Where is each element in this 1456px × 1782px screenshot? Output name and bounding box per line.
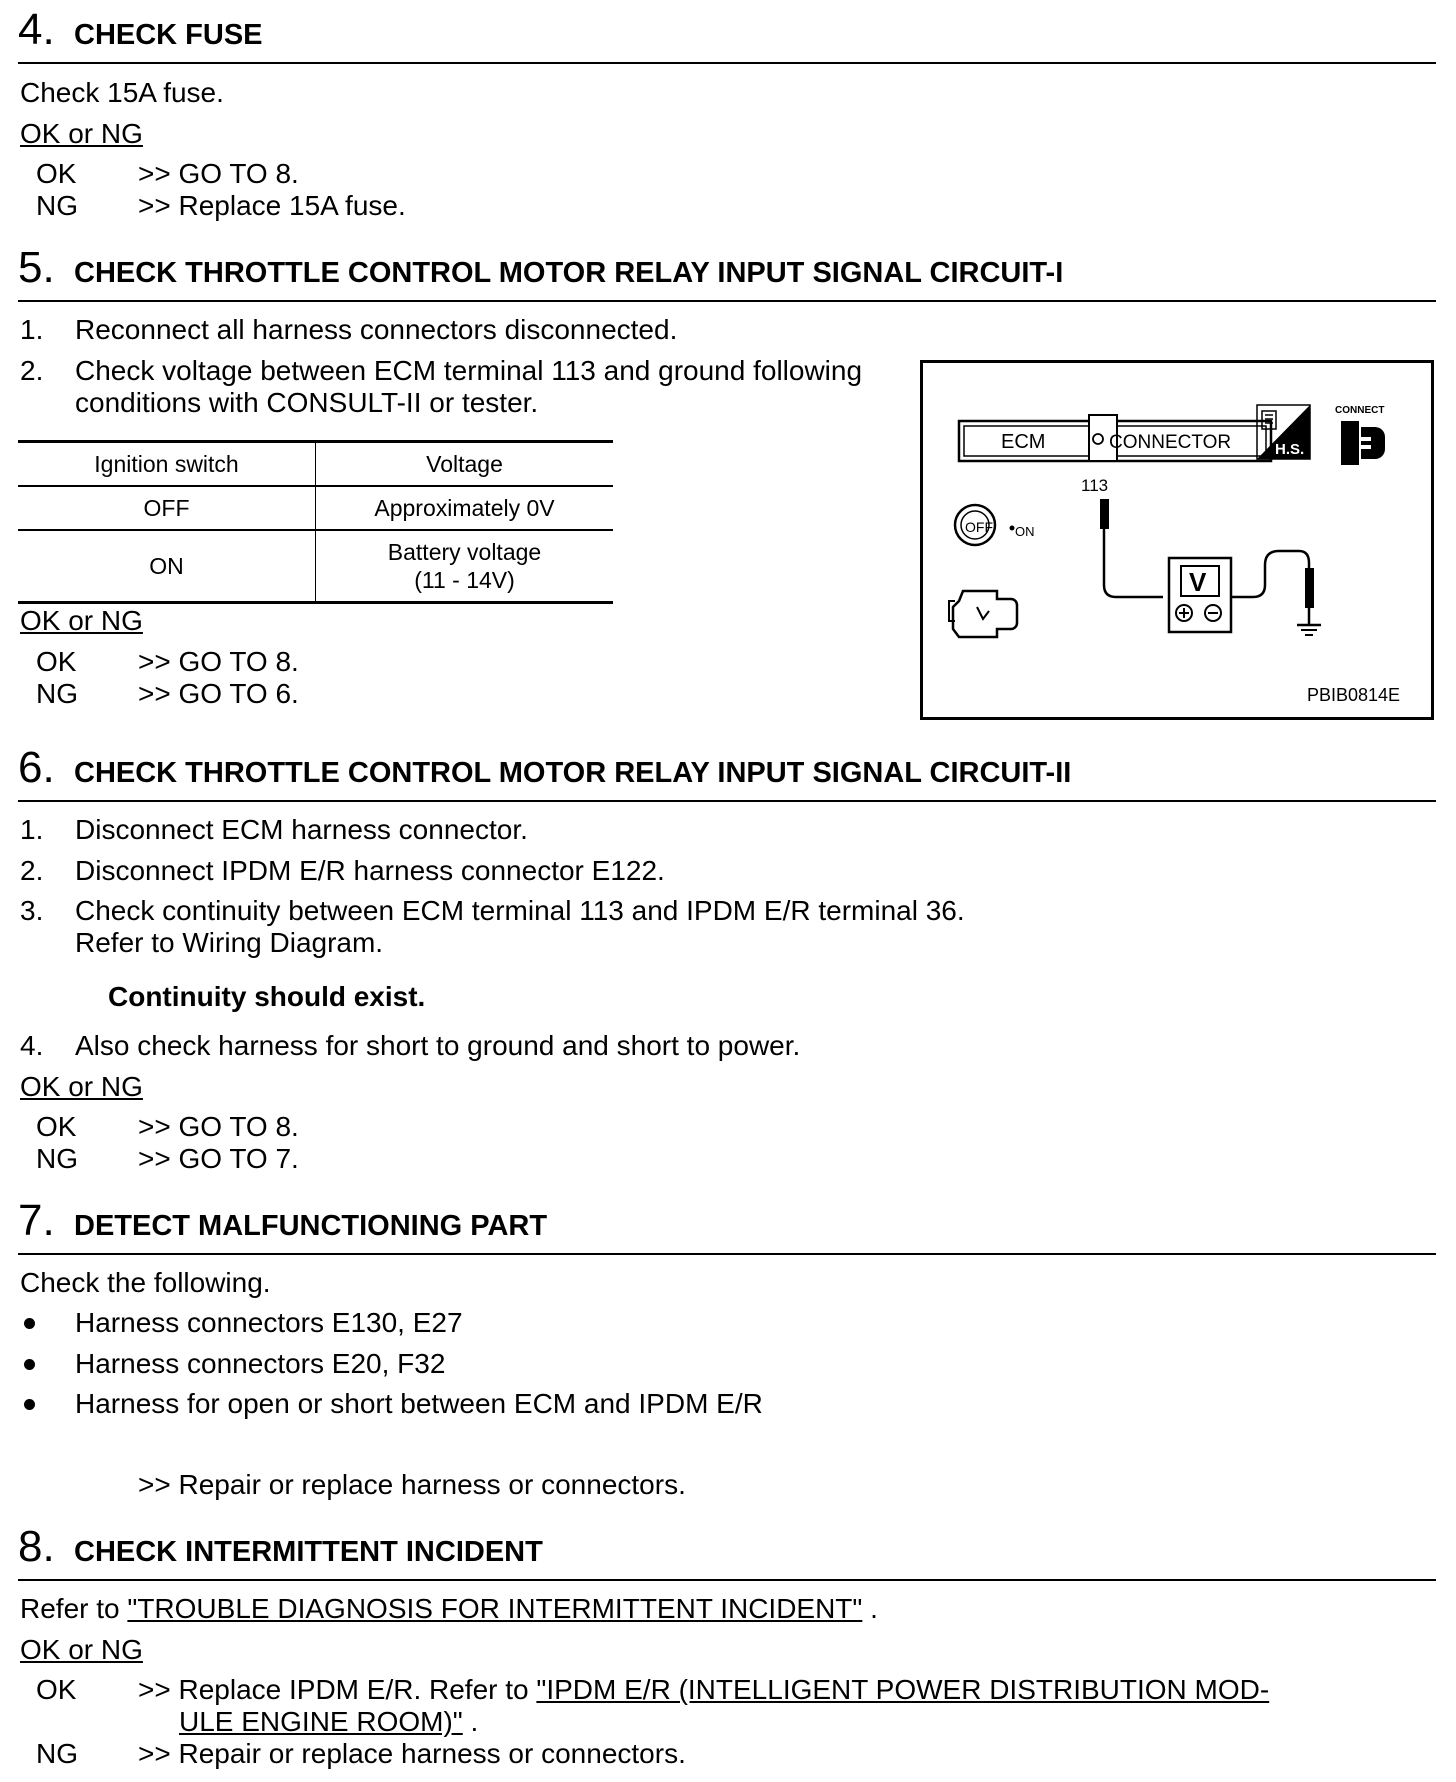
section-4-result-label: OK or NG <box>20 118 143 149</box>
section-7-number: 7. <box>18 1196 55 1245</box>
hs-label: H.S. <box>1275 441 1305 458</box>
hand-shield-icon <box>1257 405 1310 459</box>
table-header-ignition-switch: Ignition switch <box>18 442 316 487</box>
section-6-result-label: OK or NG <box>20 1071 143 1102</box>
table-header-voltage: Voltage <box>316 442 614 487</box>
voltage-check-diagram <box>920 360 1434 720</box>
section-8-number: 8. <box>18 1522 55 1571</box>
section-7-header <box>18 1191 1436 1255</box>
section-8-ng-label: NG <box>36 1738 78 1769</box>
bullet-icon <box>24 1359 35 1370</box>
section-6-ok-label: OK <box>36 1111 77 1142</box>
section-4-header <box>18 0 1436 64</box>
section-4-ok-label: OK <box>36 158 77 189</box>
section-5-step-2-line-1: Check voltage between ECM terminal 113 and ground following <box>75 355 863 386</box>
table-row <box>18 486 613 530</box>
section-8-ok-prefix: >> Replace IPDM E/R. Refer to <box>138 1674 537 1705</box>
table-header-row <box>18 442 613 487</box>
section-5-ok-label: OK <box>36 646 77 677</box>
connect-label: CONNECT <box>1335 405 1385 416</box>
section-4-number: 4. <box>18 5 55 54</box>
circuit-diagram-svg <box>923 363 1431 717</box>
section-5-step-1-num: 1. <box>20 314 44 345</box>
voltmeter-label: V <box>1189 567 1207 597</box>
table-cell-voltage-off: Approximately 0V <box>316 486 614 530</box>
section-8-header <box>18 1517 1436 1581</box>
section-6-step-3-line-1: Check continuity between ECM terminal 113 and IPDM E/R terminal 36. <box>75 895 965 926</box>
section-6-step-2-text: Disconnect IPDM E/R harness connector E122. <box>75 855 665 886</box>
ignition-switch-icon <box>955 505 1035 545</box>
bullet-icon <box>24 1318 35 1329</box>
bullet-icon <box>24 1399 35 1410</box>
section-6-step-4-text: Also check harness for short to ground and short to power. <box>75 1030 801 1061</box>
voltage-spec-table <box>18 440 613 604</box>
section-4-intro: Check 15A fuse. <box>20 77 224 108</box>
section-6-step-2-num: 2. <box>20 855 44 886</box>
section-6-ok-text: >> GO TO 8. <box>138 1111 299 1142</box>
voltmeter-icon <box>1169 558 1231 632</box>
trouble-diagnosis-link[interactable]: "TROUBLE DIAGNOSIS FOR INTERMITTENT INCIDENT" <box>127 1593 863 1624</box>
section-8-ok-line-1 <box>138 1674 1269 1706</box>
section-5-header <box>18 238 1436 302</box>
section-6-title: CHECK THROTTLE CONTROL MOTOR RELAY INPUT SIGNAL CIRCUIT-II <box>74 757 1072 789</box>
section-5-step-1-text: Reconnect all harness connectors disconnected. <box>75 314 678 345</box>
table-cell-voltage-on-line-1: Battery voltage <box>387 539 542 565</box>
section-5-ok-text: >> GO TO 8. <box>138 646 299 677</box>
section-6-step-1-num: 1. <box>20 814 44 845</box>
ground-icon <box>1297 625 1321 635</box>
section-4-ok-text: >> GO TO 8. <box>138 158 299 189</box>
table-cell-voltage-on <box>316 530 614 603</box>
ecm-label: ECM <box>1001 431 1046 453</box>
table-cell-voltage-on-line-2: (11 - 14V) <box>414 567 515 593</box>
connect-icon <box>1335 405 1385 465</box>
section-8-refer-prefix: Refer to <box>20 1593 128 1624</box>
ipdm-er-link-continued[interactable]: ULE ENGINE ROOM)" <box>179 1706 463 1737</box>
section-7-bullet-1: Harness connectors E130, E27 <box>75 1307 463 1338</box>
section-4-ng-label: NG <box>36 190 78 221</box>
section-5-number: 5. <box>18 243 55 292</box>
section-6-step-3-num: 3. <box>20 895 44 926</box>
section-6-number: 6. <box>18 743 55 792</box>
section-6-ng-label: NG <box>36 1143 78 1174</box>
section-5-title: CHECK THROTTLE CONTROL MOTOR RELAY INPUT SIGNAL CIRCUIT-I <box>74 257 1064 289</box>
section-7-bullet-3: Harness for open or short between ECM and IPDM E/R <box>75 1388 763 1419</box>
terminal-113-label: 113 <box>1081 476 1109 495</box>
section-8-ok-line-2 <box>179 1706 478 1738</box>
section-8-title: CHECK INTERMITTENT INCIDENT <box>74 1536 543 1568</box>
connector-label: CONNECTOR <box>1109 432 1232 453</box>
section-6-step-1-text: Disconnect ECM harness connector. <box>75 814 528 845</box>
section-5-ng-text: >> GO TO 6. <box>138 678 299 709</box>
ecm-connector <box>959 415 1271 461</box>
table-row <box>18 530 613 603</box>
engine-icon <box>949 591 1017 637</box>
section-8-result-label: OK or NG <box>20 1634 143 1665</box>
section-6-ng-text: >> GO TO 7. <box>138 1143 299 1174</box>
table-cell-switch-off: OFF <box>18 486 316 530</box>
positive-probe-lead <box>1100 499 1163 597</box>
section-5-step-2-num: 2. <box>20 355 44 386</box>
table-cell-switch-on: ON <box>18 530 316 603</box>
section-5-ng-label: NG <box>36 678 78 709</box>
ipdm-er-link[interactable]: "IPDM E/R (INTELLIGENT POWER DISTRIBUTION MOD- <box>536 1674 1270 1705</box>
section-4-ng-text: >> Replace 15A fuse. <box>138 190 406 221</box>
section-7-intro: Check the following. <box>20 1267 271 1298</box>
section-8-ok-label: OK <box>36 1674 77 1705</box>
section-6-step-3-line-2: Refer to Wiring Diagram. <box>75 927 384 958</box>
switch-on-label: ON <box>1015 524 1035 539</box>
section-8-refer-line <box>20 1593 878 1625</box>
figure-id: PBIB0814E <box>1307 685 1401 705</box>
switch-off-label: OFF <box>965 519 993 535</box>
section-5-result-label: OK or NG <box>20 605 143 636</box>
section-8-ok-suffix: . <box>462 1706 479 1737</box>
negative-probe-lead <box>1231 551 1314 625</box>
section-7-bullet-2: Harness connectors E20, F32 <box>75 1348 446 1379</box>
section-6-header <box>18 738 1436 802</box>
section-4-title: CHECK FUSE <box>74 19 263 51</box>
section-5-step-2-line-2: conditions with CONSULT-II or tester. <box>75 387 539 418</box>
section-7-title: DETECT MALFUNCTIONING PART <box>74 1210 548 1242</box>
section-7-action: >> Repair or replace harness or connectors. <box>138 1469 686 1500</box>
section-6-step-4-num: 4. <box>20 1030 44 1061</box>
section-8-ng-text: >> Repair or replace harness or connectors. <box>138 1738 686 1769</box>
section-8-refer-suffix: . <box>862 1593 878 1624</box>
section-6-spec: Continuity should exist. <box>108 981 426 1012</box>
